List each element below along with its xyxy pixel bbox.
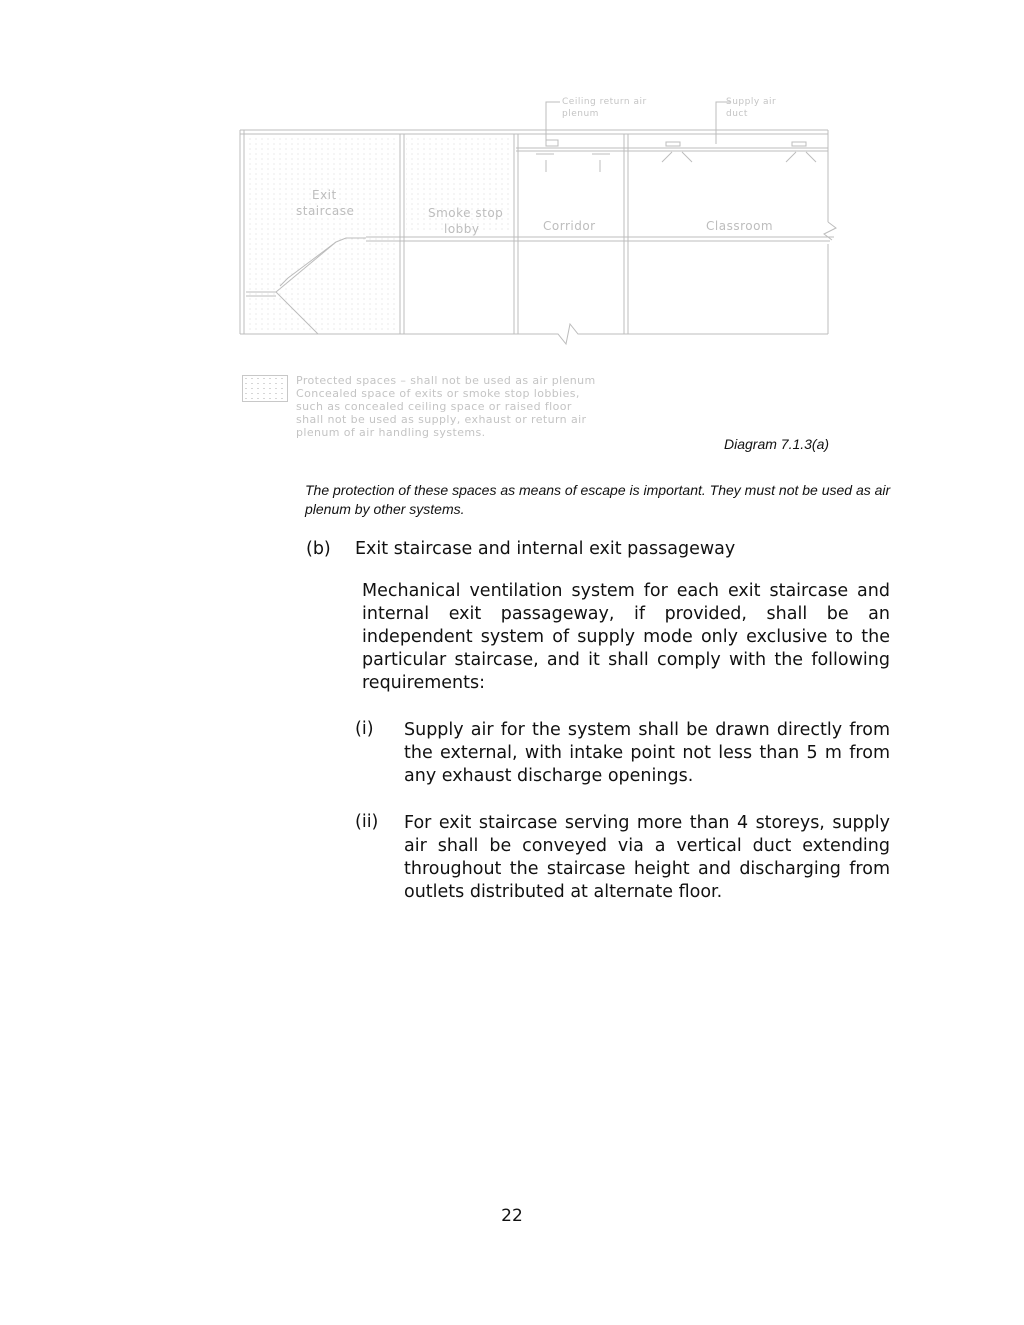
item-ii-text: For exit staircase serving more than 4 storeys, supply air shall be conveyed via a vertical duct extending throughout the staircase height and discharging from outlets distributed at alternate floor.: [404, 813, 890, 902]
section-b-label: (b): [306, 539, 331, 559]
label-ceiling-return-line1: Ceiling return air: [562, 97, 647, 107]
item-i-text: Supply air for the system shall be drawn directly from the external, with intake point not less than 5 m from any exhaust discharge openings.: [404, 720, 890, 786]
label-exit-line1: Exit: [312, 188, 337, 202]
legend-line: such as concealed ceiling space or raised floor: [296, 400, 572, 413]
page-number: 22: [501, 1206, 523, 1226]
section-b-heading: Exit staircase and internal exit passageway: [355, 539, 736, 559]
label-corridor: Corridor: [543, 219, 596, 233]
diagram-caption: Diagram 7.1.3(a): [724, 436, 830, 452]
italic-note: The protection of these spaces as means of escape is important. They must not be used as air plenum by other systems.: [305, 482, 891, 517]
legend-swatch: [242, 375, 288, 402]
label-ceiling-return-line2: plenum: [562, 109, 599, 119]
staircase-protected-area: [242, 136, 402, 332]
label-supply-duct-line2: duct: [726, 109, 748, 119]
legend-line: Protected spaces – shall not be used as air plenum: [296, 374, 596, 387]
legend-line: plenum of air handling systems.: [296, 426, 486, 439]
legend-line: shall not be used as supply, exhaust or return air: [296, 413, 587, 426]
label-smoke-stop-line1: Smoke stop: [428, 206, 504, 220]
item-ii-label: (ii): [355, 812, 379, 832]
item-i-label: (i): [355, 719, 374, 739]
ventilation-section-diagram: [236, 92, 846, 354]
label-exit-line2: staircase: [296, 204, 355, 218]
label-supply-duct-line1: Supply air: [726, 97, 777, 107]
legend-line: Concealed space of exits or smoke stop lobbies,: [296, 387, 580, 400]
legend-text: [296, 374, 636, 439]
section-b-paragraph: Mechanical ventilation system for each exit staircase and internal exit passageway, if provided, shall be an independent system of supply mode only exclusive to the particular staircase, and it shall comply with the following requirements:: [362, 581, 890, 693]
label-smoke-stop-line2: lobby: [444, 222, 480, 236]
label-classroom: Classroom: [706, 219, 774, 233]
